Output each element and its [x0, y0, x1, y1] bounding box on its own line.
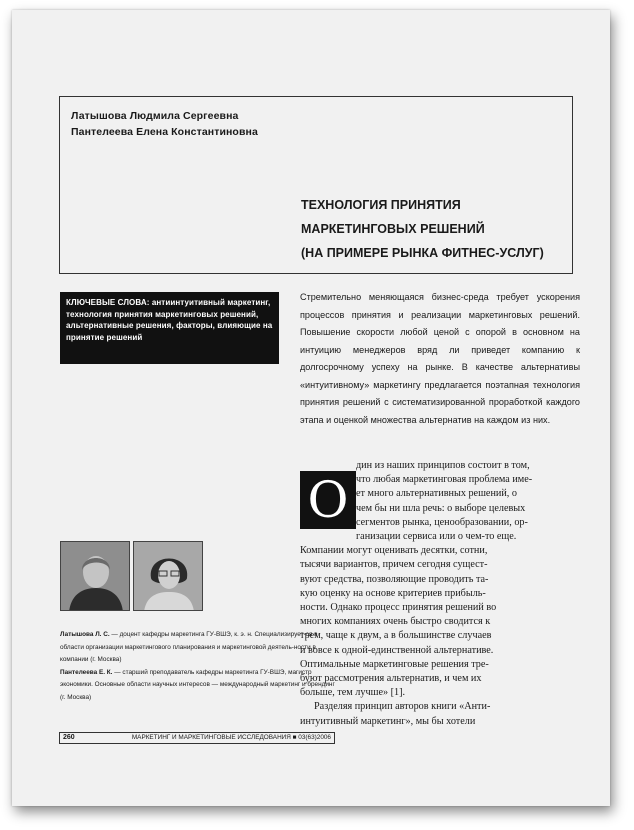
body-line: Оптимальные маркетинговые решения тре-: [300, 658, 489, 670]
author-names: [71, 108, 258, 140]
body-text-column: [300, 459, 584, 729]
body-line: чем бы ни шла речь: о выборе целевых: [356, 502, 526, 514]
body-line: дин из наших принципов состоит в том,: [356, 460, 530, 471]
body-line: Разделяя принцип авторов книги «Анти-: [314, 701, 491, 713]
title-line: ТЕХНОЛОГИЯ ПРИНЯТИЯ: [301, 198, 461, 212]
author-bio: [60, 667, 340, 705]
page-number: 260: [63, 734, 75, 741]
body-line: сегментов рынка, ценообразовании, ор-: [356, 516, 528, 528]
body-line: буют рассмотрения альтернатив, и чем их: [300, 673, 482, 685]
body-line: ет много альтернативных решений, о: [356, 488, 517, 500]
journal-info: МАРКЕТИНГ И МАРКЕТИНГОВЫЕ ИССЛЕДОВАНИЯ ■ 03(63)2006: [131, 734, 331, 741]
bio-text: — доцент кафедры маркетинга ГУ-ВШЭ, к. э. н. Специализирует-ся в области организации маркетингового планирования и маркетинговой деятель-ности в компании (г. Москва): [60, 631, 318, 664]
article-header-box: [59, 96, 573, 274]
bio-name: Пантелеева Е. К.: [60, 668, 113, 676]
body-line: Компании могут оценивать десятки, сотни,: [300, 545, 488, 557]
title-line: (НА ПРИМЕРЕ РЫНКА ФИТНЕС-УСЛУГ): [301, 246, 544, 260]
bio-name: Латышова Л. С.: [60, 631, 110, 638]
body-line: ганизации сервиса или о чем-то еще.: [356, 531, 517, 543]
author-name: Пантелеева Елена Константиновна: [71, 126, 258, 138]
body-line: интуитивный маркетинг», мы бы хотели: [300, 715, 476, 727]
body-line: кую оценку на основе критериев прибыль-: [300, 587, 486, 599]
article-title: [301, 193, 571, 265]
body-line: трем, чаще к двум, а в большинстве случаев: [300, 630, 492, 642]
keywords-box: КЛЮЧЕВЫЕ СЛОВА: антиинтуитивный маркетинг, технология принятия маркетинговых решений, альтернативные решения, факторы, влияющие на принятие решений: [60, 292, 279, 364]
title-line: МАРКЕТИНГОВЫХ РЕШЕНИЙ: [301, 222, 485, 236]
author-photo-panteleeva: [133, 541, 203, 611]
body-line: больше, тем лучше» [1].: [300, 687, 406, 699]
drop-cap: О: [300, 471, 356, 529]
author-bio: [60, 629, 340, 667]
author-photo-latyshova: [60, 541, 130, 611]
portrait-image: [61, 542, 130, 611]
body-line: многих компаниях очень быстро сводится к: [300, 616, 491, 628]
body-line: вуют средства, позволяющие проводить та-: [300, 573, 489, 585]
abstract-text: Стремительно меняющаяся бизнес-среда требует ускорения процессов принятия и реализации маркетинговых решений. Повышение скорости любой ценой с опорой в основном на интуицию менеджеров вряд ли приведет компанию к долгосрочному успеху на рынке. В качестве альтернативы «интуитивному» маркетингу предлагается поэтапная технология принятия решений с систематизированной проработкой каждого этапа и оценкой множества альтернатив на каждом из них.: [300, 292, 580, 425]
magazine-page: [12, 10, 610, 806]
author-name: Латышова Людмила Сергеевна: [71, 110, 239, 122]
body-line: что любая маркетинговая проблема име-: [356, 474, 533, 486]
portrait-image: [134, 542, 203, 611]
bio-text: — старший преподаватель кафедры маркетинга ГУ-ВШЭ, магистр экономики. Основные области научных интересов — международный маркетинг и брендинг (г. Москва): [60, 668, 335, 701]
body-line: тысячи вариантов, причем сегодня сущест-: [300, 559, 488, 571]
page-footer: [59, 732, 335, 744]
author-bios: [60, 629, 340, 705]
body-line: ности. Однако процесс принятия решений во: [300, 602, 497, 614]
body-line: и вовсе к одной-единственной альтернативе.: [300, 644, 494, 656]
